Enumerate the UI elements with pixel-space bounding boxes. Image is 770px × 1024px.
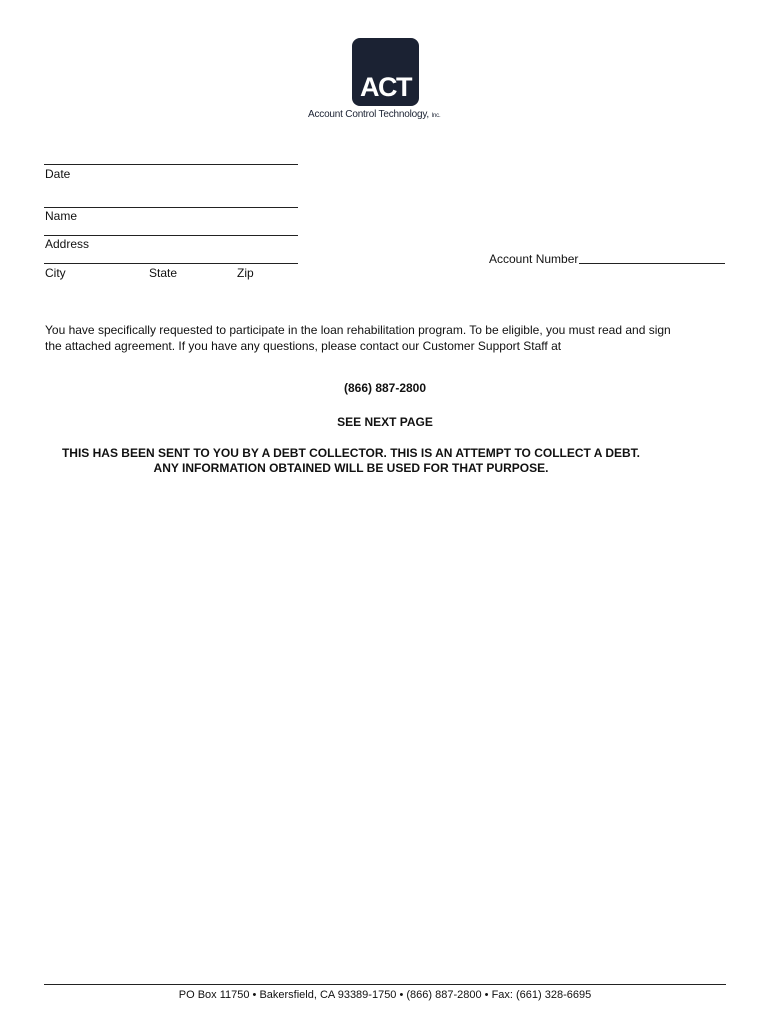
- account-number-line[interactable]: [579, 263, 725, 264]
- logo-text: ACT: [360, 72, 411, 102]
- see-next-page: SEE NEXT PAGE: [337, 415, 433, 429]
- company-name-text: Account Control Technology,: [308, 109, 429, 120]
- company-suffix: Inc.: [431, 113, 441, 119]
- footer-divider: [44, 984, 726, 985]
- name-label: Name: [45, 209, 78, 223]
- phone-number: (866) 887-2800: [343, 381, 427, 395]
- date-line[interactable]: [44, 164, 298, 165]
- name-line[interactable]: [44, 207, 298, 208]
- footer-address: PO Box 11750 • Bakersfield, CA 93389-1750 • (866) 887-2800 • Fax: (661) 328-6695: [178, 989, 592, 1001]
- city-state-zip-line[interactable]: [44, 263, 298, 264]
- debt-notice-line-2: ANY INFORMATION OBTAINED WILL BE USED FOR THAT PURPOSE.: [153, 461, 549, 475]
- company-name: [308, 109, 508, 120]
- message-body: [45, 322, 735, 354]
- address-line[interactable]: [44, 235, 298, 236]
- zip-label: Zip: [237, 266, 254, 280]
- message-line-1: You have specifically requested to participate in the loan rehabilitation program. To be eligible, you must read and sign: [45, 323, 671, 337]
- address-label: Address: [45, 237, 90, 251]
- city-label: City: [45, 266, 66, 280]
- account-number-label: Account Number: [489, 252, 579, 266]
- date-label: Date: [45, 167, 71, 181]
- debt-notice-line-1: THIS HAS BEEN SENT TO YOU BY A DEBT COLLECTOR. THIS IS AN ATTEMPT TO COLLECT A DEBT.: [61, 446, 641, 460]
- message-line-2: the attached agreement. If you have any questions, please contact our Customer Support Staff at: [45, 339, 562, 353]
- state-label: State: [149, 266, 178, 280]
